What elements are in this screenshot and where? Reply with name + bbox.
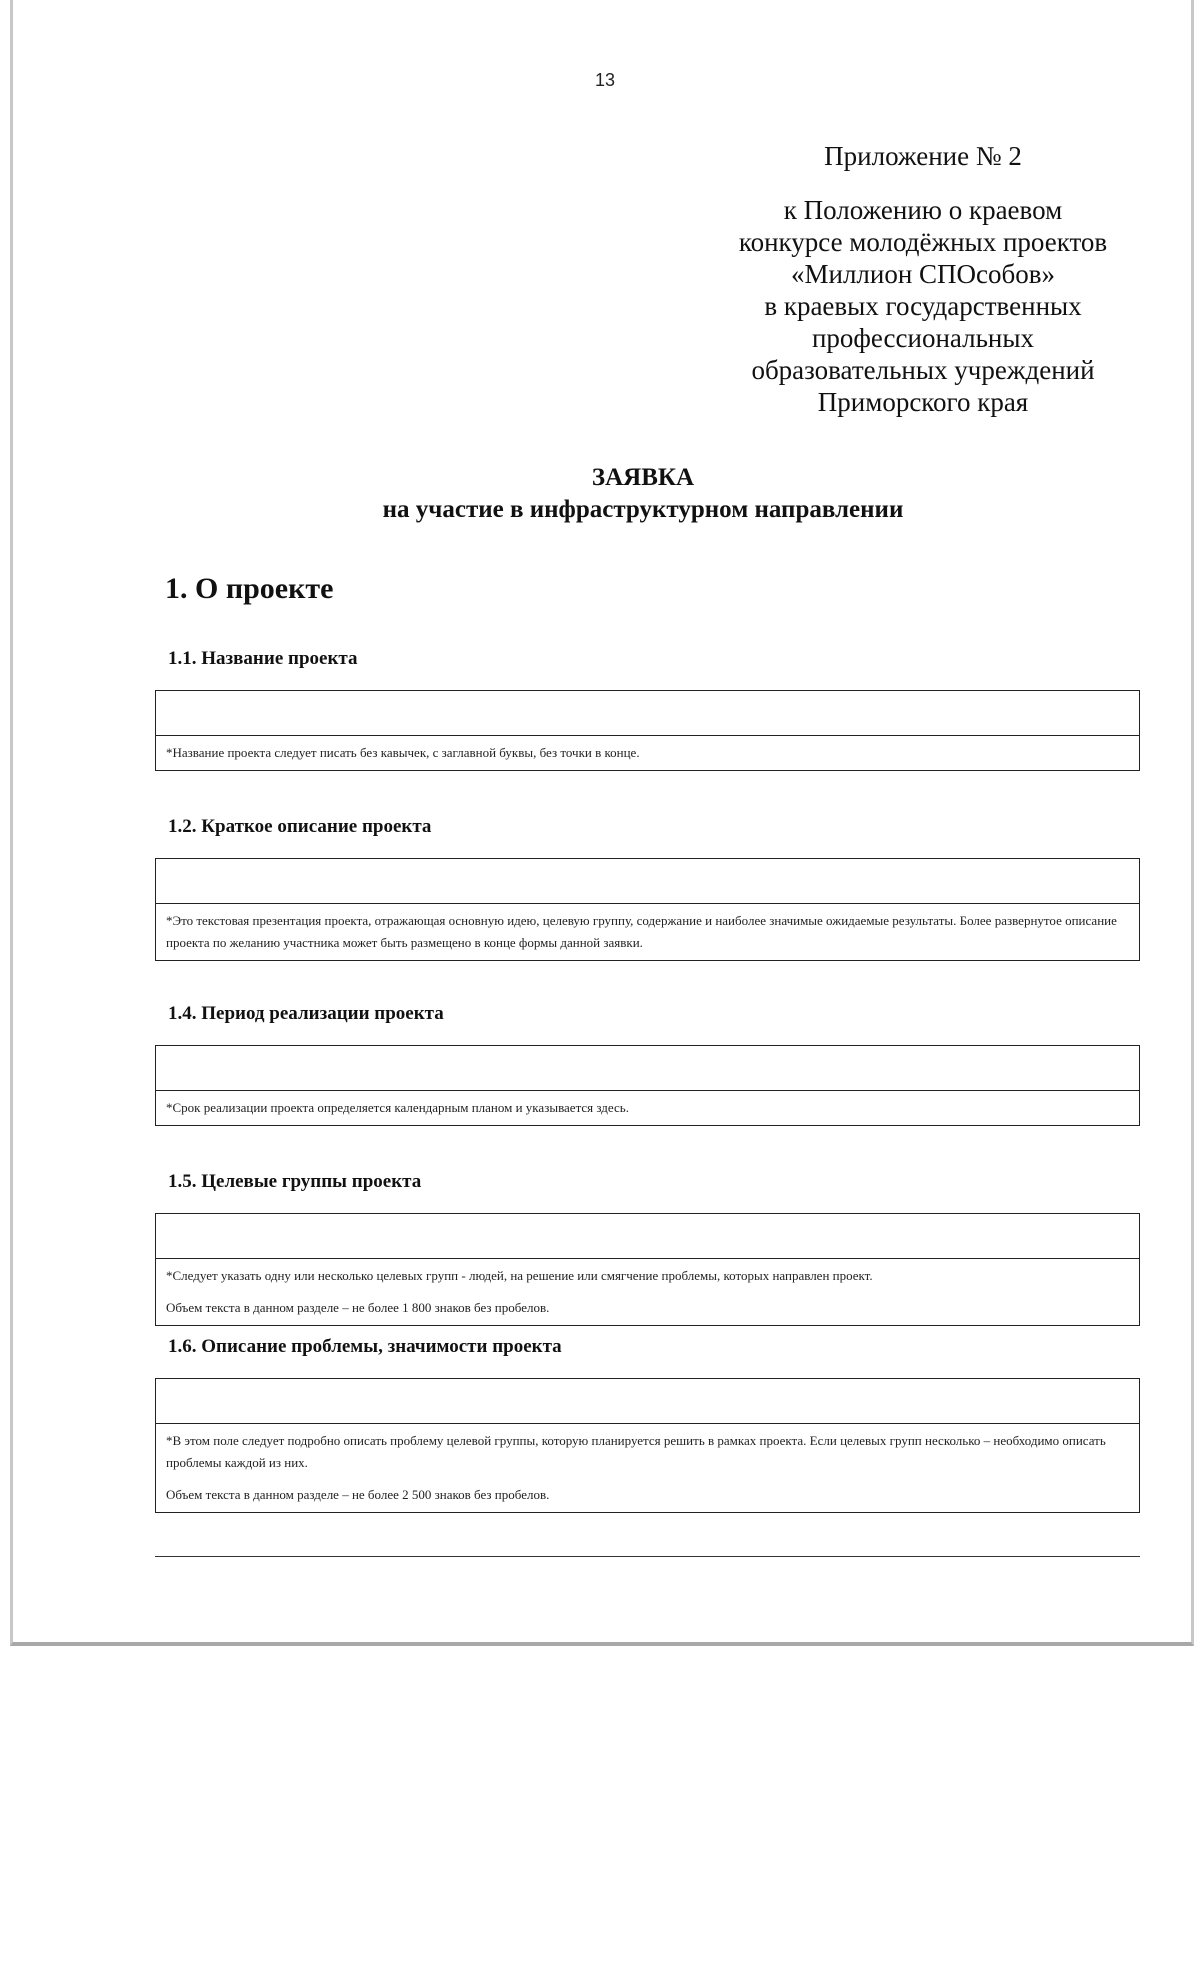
field-box-short-description: [155, 858, 1140, 961]
note-text: Объем текста в данном разделе – не более 2 500 знаков без пробелов.: [166, 1487, 550, 1502]
note-text: *Следует указать одну или несколько целевых групп - людей, на решение или смягчение проблемы, которых направлен проект.: [166, 1268, 873, 1283]
appendix-line: Приморского края: [817, 387, 1029, 417]
note-text: Объем текста в данном разделе – не более 1 800 знаков без пробелов.: [166, 1300, 550, 1315]
field-heading-problem-description: 1.6. Описание проблемы, значимости проекта: [168, 1336, 562, 1357]
field-box-problem-description: [155, 1378, 1140, 1513]
field-note: [156, 1424, 1139, 1512]
field-note: [156, 904, 1139, 960]
field-note: [156, 736, 1139, 770]
project-name-field[interactable]: [156, 691, 1139, 736]
appendix-line: «Миллион СПОсобов»: [790, 259, 1056, 289]
field-note: [156, 1259, 1139, 1325]
appendix-title: Приложение № 2: [824, 141, 1022, 171]
appendix-block: [713, 140, 1133, 418]
note-text: *Срок реализации проекта определяется календарным планом и указывается здесь.: [166, 1100, 629, 1115]
document-subtitle: на участие в инфраструктурном направлении: [382, 496, 904, 523]
appendix-line: образовательных учреждений: [751, 355, 1095, 385]
target-groups-field[interactable]: [156, 1214, 1139, 1259]
document-title: ЗАЯВКА: [591, 464, 695, 491]
document-page: [10, 0, 1194, 1646]
page-number: 13: [594, 70, 616, 90]
appendix-line: в краевых государственных: [764, 291, 1082, 321]
field-heading-project-name: 1.1. Название проекта: [168, 648, 358, 669]
field-box-implementation-period: [155, 1045, 1140, 1126]
field-box-target-groups: [155, 1213, 1140, 1326]
section-heading: 1. О проекте: [165, 572, 334, 605]
appendix-line: профессиональных: [811, 323, 1035, 353]
field-box-project-name: [155, 690, 1140, 771]
note-text: *Название проекта следует писать без кавычек, с заглавной буквы, без точки в конце.: [166, 745, 640, 760]
note-text: *Это текстовая презентация проекта, отражающая основную идею, целевую группу, содержание и наиболее значимые ожидаемые результаты. Более развернутое описание проекта по желанию участника может быть размещено в конце формы данной заявки.: [166, 913, 1117, 950]
problem-description-field[interactable]: [156, 1379, 1139, 1424]
divider: [155, 1556, 1140, 1557]
appendix-line: к Положению о краевом: [783, 195, 1063, 225]
short-description-field[interactable]: [156, 859, 1139, 904]
note-text: *В этом поле следует подробно описать проблему целевой группы, которую планируется решить в рамках проекта. Если целевых групп несколько – необходимо описать проблемы каждой из них.: [166, 1433, 1106, 1470]
field-heading-implementation-period: 1.4. Период реализации проекта: [168, 1003, 444, 1024]
field-note: [156, 1091, 1139, 1125]
document-title-block: [13, 462, 1200, 526]
appendix-line: конкурсе молодёжных проектов: [738, 227, 1108, 257]
field-heading-short-description: 1.2. Краткое описание проекта: [168, 816, 432, 837]
field-heading-target-groups: 1.5. Целевые группы проекта: [168, 1171, 422, 1192]
implementation-period-field[interactable]: [156, 1046, 1139, 1091]
